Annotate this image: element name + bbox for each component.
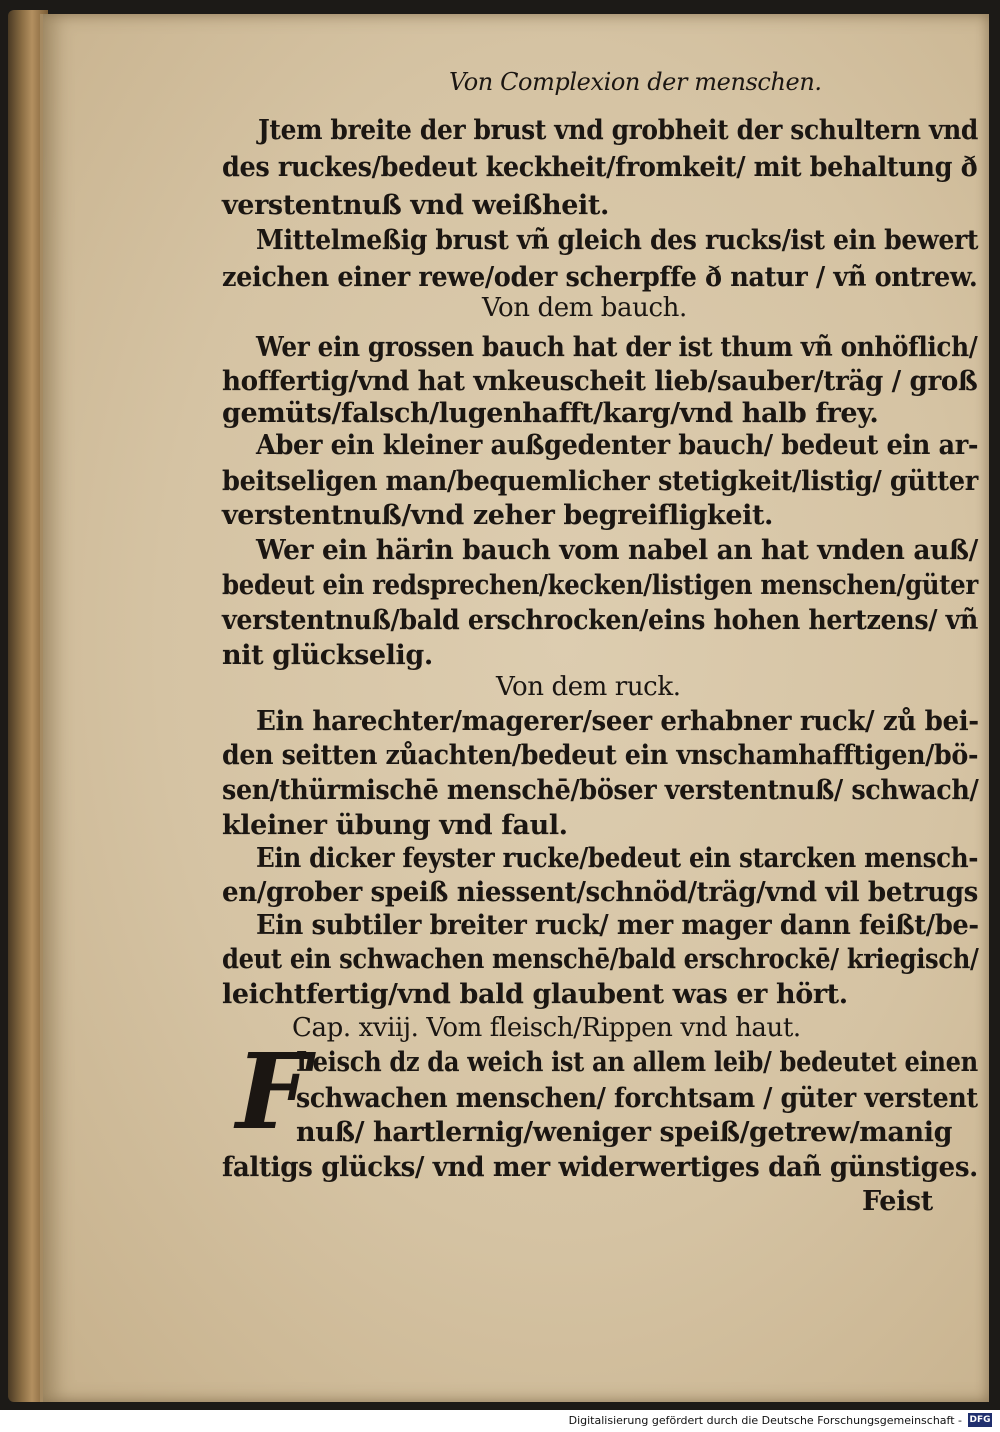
chapter-heading: Cap. xviij. Vom fleisch/Rippen vnd haut. [292, 1013, 801, 1043]
dfg-logo-icon: DFG [969, 1415, 991, 1425]
funding-credit: Digitalisierung gefördert durch die Deutsche Forschungsgemeinschaft - [568, 1414, 962, 1427]
catchword: Feist [862, 1186, 933, 1217]
text-line-29: schwachen menschen/ forchtsam / güter verstent [296, 1083, 978, 1114]
text-line-14: bedeut ein redsprechen/kecken/listigen menschen/güter [222, 570, 978, 601]
text-line-21: kleiner übung vnd faul. [222, 810, 568, 841]
text-line-12: verstentnuß/vnd zeher begreifligkeit. [222, 500, 774, 531]
text-line-10: Aber ein kleiner außgedenter bauch/ bedeut ein ar- [256, 430, 979, 461]
text-line-24: Ein subtiler breiter ruck/ mer mager dann feißt/be- [256, 910, 979, 941]
text-line-9: gemüts/falsch/lugenhafft/karg/vnd halb frey. [222, 398, 879, 429]
text-line-31: faltigs glücks/ vnd mer widerwertiges dañ günstiges. [222, 1152, 978, 1183]
text-line-28: Leisch dz da weich ist an allem leib/ bedeutet einen [296, 1047, 978, 1078]
text-line-18: Ein harechter/magerer/seer erhabner ruck/ zů bei- [256, 706, 979, 737]
text-line-7: Wer ein grossen bauch hat der ist thum vñ onhöflich/ [256, 332, 978, 363]
section-heading-ruck: Von dem ruck. [496, 672, 681, 702]
decorated-initial-letter: F [236, 1030, 310, 1153]
text-line-26: leichtfertig/vnd bald glaubent was er hört. [222, 979, 848, 1010]
text-line-25: deut ein schwachen menschē/bald erschrockē/ kriegisch/ [222, 944, 979, 975]
running-head: Von Complexion der menschen. [449, 68, 822, 96]
text-line-20: sen/thürmischē menschē/böser verstentnuß/ schwach/ [222, 775, 979, 806]
section-heading-bauch: Von dem bauch. [482, 293, 687, 323]
text-line-23: en/grober speiß niessent/schnöd/träg/vnd vil betrugs [222, 877, 978, 908]
text-line-11: beitseligen man/bequemlicher stetigkeit/listig/ gütter [222, 466, 978, 497]
text-line-30: nuß/ hartlernig/weniger speiß/getrew/manig [296, 1117, 953, 1148]
text-line-3: verstentnuß vnd weißheit. [222, 190, 609, 221]
text-line-22: Ein dicker feyster rucke/bedeut ein starcken mensch- [256, 843, 979, 874]
footer-bar [0, 1410, 1000, 1432]
text-line-15: verstentnuß/bald erschrocken/eins hohen hertzens/ vñ [222, 605, 978, 636]
text-line-8: hoffertig/vnd hat vnkeuscheit lieb/sauber/träg / groß [222, 366, 978, 397]
text-line-1: Jtem breite der brust vnd grobheit der schultern vnd [258, 115, 978, 146]
text-line-5: zeichen einer rewe/oder scherpffe ð natur / vñ ontrew. [222, 262, 978, 293]
text-line-4: Mittelmeßig brust vñ gleich des rucks/ist ein bewert [256, 225, 979, 256]
text-line-13: Wer ein härin bauch vom nabel an hat vnden auß/ [256, 535, 978, 566]
text-line-19: den seitten zůachten/bedeut ein vnschamhafftigen/bö- [222, 740, 979, 771]
text-line-16: nit glückselig. [222, 640, 433, 671]
text-line-2: des ruckes/bedeut keckheit/fromkeit/ mit behaltung ð [222, 152, 978, 183]
